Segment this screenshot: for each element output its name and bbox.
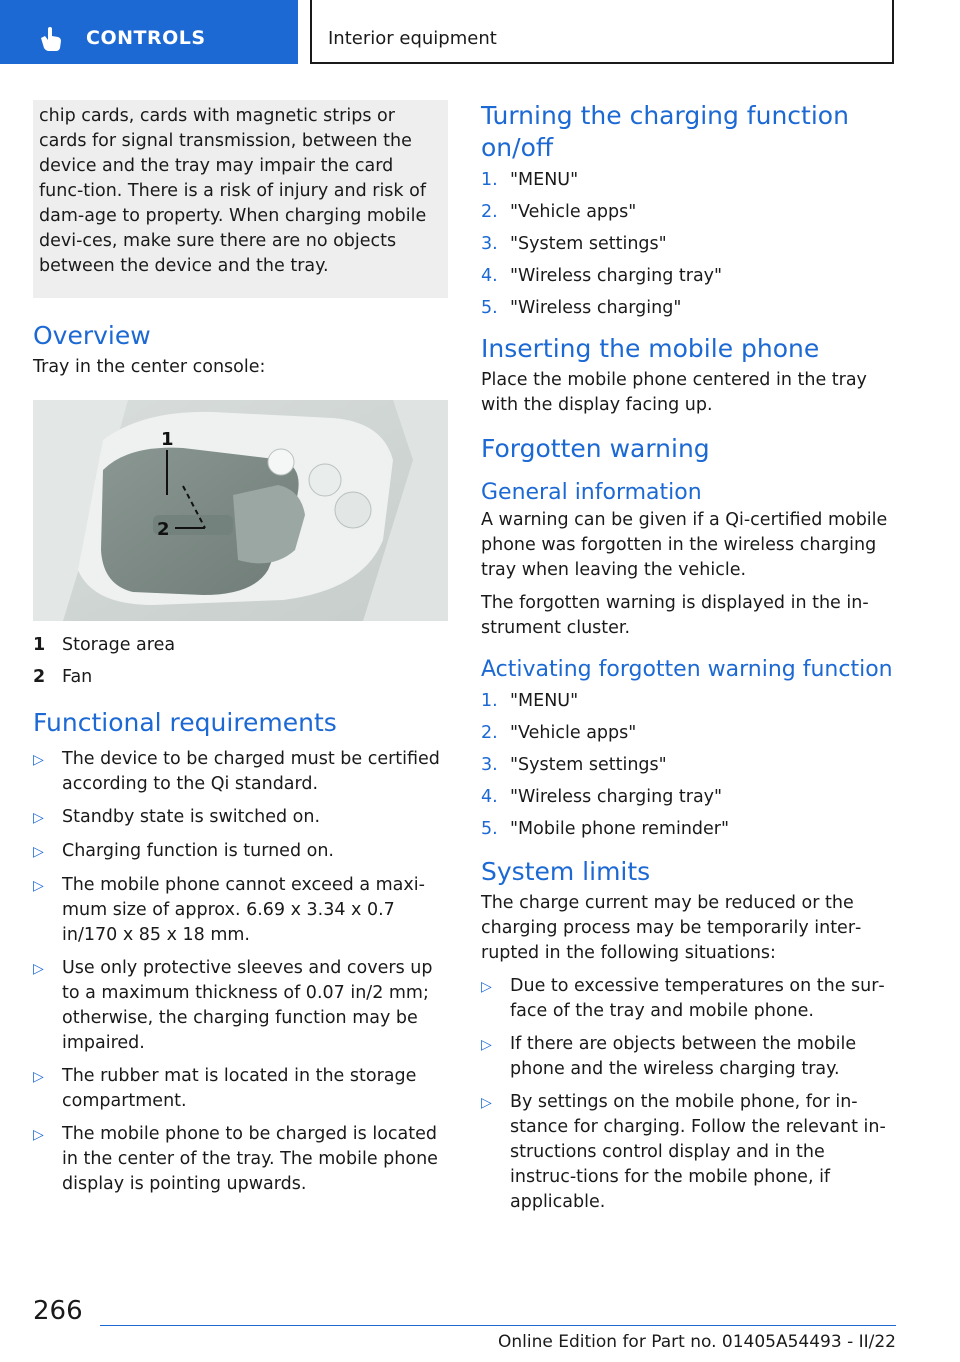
- figure-callout-2: 2: [157, 519, 170, 540]
- list-item: ▷ Charging function is turned on.: [33, 839, 448, 865]
- step-item: 2. "Vehicle apps": [481, 202, 637, 222]
- list-item: ▷ The rubber mat is located in the storage compartment.: [33, 1064, 448, 1114]
- activating-heading: Activating forgotten warning function: [481, 657, 893, 682]
- list-item: ▷ The mobile phone to be charged is located in the center of the tray. The mobile phone display is pointing upwards.: [33, 1122, 448, 1197]
- functional-requirements-heading: Functional requirements: [33, 708, 337, 737]
- step-item: 3. "System settings": [481, 234, 667, 254]
- edition-footer: Online Edition for Part no. 01405A54493 - II/22: [497, 1332, 896, 1352]
- list-item: ▷ By settings on the mobile phone, for in‐stance for charging. Follow the relevant in‐structions control display and in the instruc‐tions for the mobile phone, if applicable.: [481, 1090, 896, 1215]
- overview-text: Tray in the center console:: [33, 357, 266, 377]
- page-number: 266: [33, 1296, 83, 1326]
- step-item: 3. "System settings": [481, 755, 667, 775]
- step-item: 4. "Wireless charging tray": [481, 787, 723, 807]
- warning-text: chip cards, cards with magnetic strips or cards for signal transmission, between the device and the tray may impair the card func‐tion. There is a risk of injury and risk of dam‐age to property. When charging mobile devi‐ces, make sure there are no objects between the device and the tray.: [39, 106, 427, 276]
- left-column: [33, 100, 448, 1205]
- turning-steps: [481, 168, 896, 321]
- system-limits-list: [481, 974, 896, 1215]
- general-text: The forgotten warning is displayed in the in‐strument cluster.: [481, 593, 869, 638]
- legend-item: [33, 665, 448, 690]
- figure-callout-1: 1: [161, 429, 174, 450]
- inserting-text: Place the mobile phone centered in the tray with the display facing up.: [481, 370, 867, 415]
- triangle-right-icon: ▷: [33, 1127, 44, 1143]
- triangle-right-icon: ▷: [481, 979, 492, 995]
- overview-heading: Overview: [33, 321, 151, 350]
- legend-text: Storage area: [62, 635, 176, 655]
- step-item: 1. "MENU": [481, 170, 579, 190]
- list-item: ▷ If there are objects between the mobile phone and the wireless charging tray.: [481, 1032, 896, 1082]
- triangle-right-icon: ▷: [481, 1037, 492, 1053]
- legend-number: 2: [33, 667, 46, 687]
- step-item: 5. "Wireless charging": [481, 298, 682, 318]
- triangle-right-icon: ▷: [33, 752, 44, 768]
- triangle-right-icon: ▷: [33, 961, 44, 977]
- right-column: [481, 100, 896, 1223]
- general-information-heading: General information: [481, 480, 702, 505]
- inserting-heading: Inserting the mobile phone: [481, 334, 820, 363]
- forgotten-heading: Forgotten warning: [481, 434, 710, 463]
- functional-requirements-list: [33, 747, 448, 1197]
- step-item: 1. "MENU": [481, 691, 579, 711]
- section-label: CONTROLS: [86, 27, 206, 49]
- system-limits-heading: System limits: [481, 857, 651, 886]
- figure-legend: [33, 633, 448, 690]
- list-item: ▷ The mobile phone cannot exceed a maxi‐mum size of approx. 6.69 x 3.34 x 0.7 in/170 x 85 x 18 mm.: [33, 873, 448, 948]
- legend-number: 1: [33, 635, 46, 655]
- activating-steps: [481, 689, 896, 842]
- list-item: ▷ Due to excessive temperatures on the sur‐face of the tray and mobile phone.: [481, 974, 896, 1024]
- triangle-right-icon: ▷: [33, 810, 44, 826]
- general-text: A warning can be given if a Qi-certified mobile phone was forgotten in the wireless charging tray when leaving the vehicle.: [481, 510, 888, 580]
- list-item: ▷ Standby state is switched on.: [33, 805, 448, 831]
- triangle-right-icon: ▷: [33, 878, 44, 894]
- list-item: ▷ The device to be charged must be certified according to the Qi standard.: [33, 747, 448, 797]
- step-item: 5. "Mobile phone reminder": [481, 819, 730, 839]
- turning-heading: Turning the charging function on/off: [481, 101, 849, 162]
- system-limits-text: The charge current may be reduced or the charging process may be temporarily inter‐rupted in the following situations:: [481, 893, 862, 963]
- triangle-right-icon: ▷: [33, 844, 44, 860]
- triangle-right-icon: ▷: [33, 1069, 44, 1085]
- warning-box: [33, 100, 448, 298]
- step-item: 4. "Wireless charging tray": [481, 266, 723, 286]
- step-item: 2. "Vehicle apps": [481, 723, 637, 743]
- triangle-right-icon: ▷: [481, 1095, 492, 1111]
- list-item: ▷ Use only protective sleeves and covers up to a maximum thickness of 0.07 in/2 mm; otherwise, the charging function may be impaired.: [33, 956, 448, 1056]
- legend-text: Fan: [62, 667, 93, 687]
- legend-item: [33, 633, 448, 658]
- footer-divider: [100, 1325, 896, 1326]
- chapter-header: [310, 0, 894, 64]
- tray-figure: [33, 400, 448, 621]
- hand-pointer-icon: [38, 26, 64, 52]
- chapter-title: Interior equipment: [328, 28, 497, 49]
- section-tab: [0, 0, 298, 64]
